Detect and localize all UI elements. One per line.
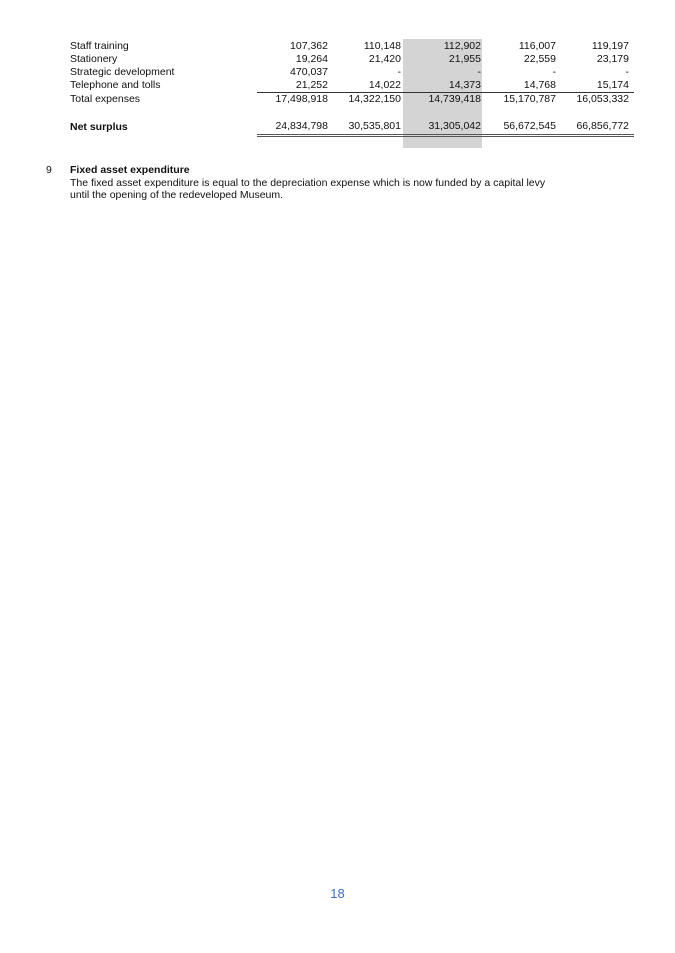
cell-value: - (477, 66, 481, 78)
row-label: Total expenses (70, 92, 141, 105)
spacer-row (68, 106, 634, 120)
cell-value: - (552, 66, 556, 78)
cell-value: 22,559 (523, 53, 556, 65)
note-text-line: until the opening of the redeveloped Museum. (70, 189, 284, 201)
cell-value: 66,856,772 (561, 120, 634, 136)
cell-value: 15,174 (596, 79, 629, 91)
cell-value: 15,170,787 (486, 93, 561, 107)
note-body (70, 164, 610, 202)
cell-value: 56,672,545 (486, 120, 561, 136)
cell-value: 470,037 (290, 66, 328, 78)
cell-value: 107,362 (290, 40, 328, 52)
cell-value: 17,498,918 (257, 93, 333, 107)
cell-value: 116,007 (518, 40, 556, 52)
row-label: Stationery (70, 53, 118, 65)
cell-value: 14,022 (368, 79, 401, 91)
net-surplus-row (68, 120, 634, 136)
note-text-line: The fixed asset expenditure is equal to the depreciation expense which is now funded by a capital levy (70, 176, 546, 189)
row-label: Net surplus (70, 121, 128, 134)
cell-value: 21,252 (295, 79, 328, 91)
cell-value: 119,197 (591, 40, 629, 52)
table-row (68, 40, 634, 53)
cell-value: 14,739,418 (406, 93, 486, 107)
total-expenses-row (68, 93, 634, 107)
table-row (68, 53, 634, 66)
cell-value: 112,902 (443, 40, 481, 52)
cell-value: 31,305,042 (406, 120, 486, 136)
cell-value: 14,373 (448, 79, 481, 91)
cell-value: - (397, 66, 401, 78)
table-row (68, 79, 634, 93)
cell-value: 16,053,332 (561, 93, 634, 107)
note-heading: Fixed asset expenditure (70, 164, 190, 176)
cell-value: 21,420 (368, 53, 401, 65)
row-label: Strategic development (70, 66, 175, 78)
cell-value: 30,535,801 (333, 120, 406, 136)
cell-value: 14,322,150 (333, 93, 406, 107)
cell-value: 23,179 (596, 53, 629, 65)
cell-value: 14,768 (523, 79, 556, 91)
cell-value: 19,264 (295, 53, 328, 65)
cell-value: 24,834,798 (257, 120, 333, 136)
note-number: 9 (46, 164, 52, 176)
row-label: Telephone and tolls (70, 79, 161, 92)
page-number: 18 (330, 886, 345, 901)
financial-table (68, 40, 634, 137)
row-label: Staff training (70, 40, 129, 52)
cell-value: 110,148 (363, 40, 401, 52)
cell-value: 21,955 (448, 53, 481, 65)
table-row (68, 66, 634, 79)
cell-value: - (625, 66, 629, 78)
